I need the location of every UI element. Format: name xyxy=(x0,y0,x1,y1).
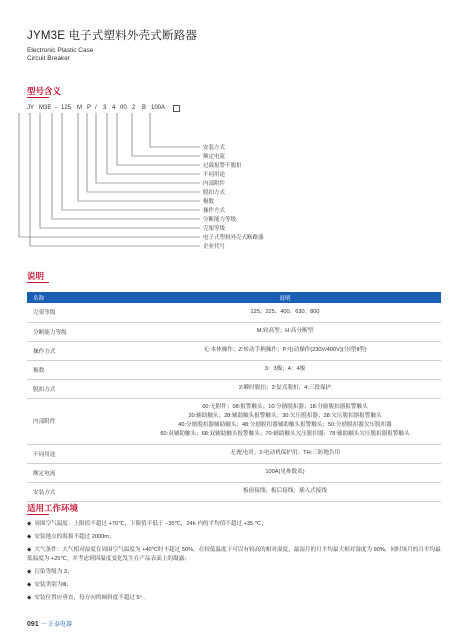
company-name: 一 正泰电器 xyxy=(40,622,73,628)
legend-breaking: 分断能力等级 xyxy=(203,217,237,223)
row-name: 额定电流 xyxy=(27,463,129,482)
bullet-diamond-icon: ◆ xyxy=(27,569,32,575)
model-token-frame: 125 xyxy=(61,105,72,111)
section-underline xyxy=(27,514,49,515)
row-desc: 100A(见参数表) xyxy=(129,463,441,482)
env-item xyxy=(27,568,445,577)
legend-accessory: 内部附件 xyxy=(203,181,226,187)
table-row xyxy=(27,360,441,379)
model-token-dash: - xyxy=(55,105,57,111)
table-row xyxy=(27,379,441,398)
bullet-diamond-icon: ◆ xyxy=(27,534,32,540)
env-item-text: 安装位置应垂直，每方向的倾斜度不超过 5° 。 xyxy=(34,595,150,601)
row-name: 脱扣方式 xyxy=(27,379,129,398)
model-token-poles: 3 xyxy=(103,105,107,111)
row-desc: 2:瞬时脱扣；3:复式脱扣；4:三段保护 xyxy=(129,379,441,398)
bullet-diamond-icon: ◆ xyxy=(27,521,32,527)
env-item xyxy=(27,594,445,603)
bullet-diamond-icon: ◆ xyxy=(27,595,32,601)
bullet-diamond-icon: ◆ xyxy=(27,582,32,588)
env-item-text: 安装类别为Ⅲ； xyxy=(34,582,72,588)
model-token-alarm: B xyxy=(142,105,147,111)
model-token-current: 100A xyxy=(151,105,166,111)
bullet-diamond-icon: ◆ xyxy=(27,547,32,553)
legend-rated-current: 额定电流 xyxy=(203,154,226,160)
row-desc: 125、225、400、630、800 xyxy=(129,303,441,322)
row-name: 安装方式 xyxy=(27,482,129,501)
legend-trip: 脱扣方式 xyxy=(203,190,226,196)
env-item-text: 大气条件：大气相对湿度在周围空气温度为 +40℃时不超过 50%，在较低温度下可以有较高的相对湿度，最湿月的月平均最大相对湿度为 90%，同时该月的月平均最低温度为 +25℃，并考虑到因温度变化发生在产品表面上的凝露； xyxy=(27,547,441,562)
page-number: 091 xyxy=(27,621,39,628)
accessory-line: 60:双辅助触头；68:双辅助触头报警触头；70:辅助触头欠压脱扣器；78:辅助触头欠压脱扣器报警触头 xyxy=(160,431,410,437)
page-title: JYM3E 电子式塑料外壳式断路器 xyxy=(27,30,198,42)
section-underline xyxy=(27,282,49,283)
legend-alarm: 过载报警不脱扣 xyxy=(203,163,242,169)
accessory-line: 00:无附件；08:报警触头；10:分励脱扣器；18:分励脱扣器报警触头 xyxy=(202,404,368,410)
env-item xyxy=(27,520,445,529)
accessory-line: 20:辅助触头；28:辅助触头报警触头；30:欠压脱扣器；38:欠压脱扣器报警触头 xyxy=(188,413,382,419)
table-row xyxy=(27,341,441,360)
col-header-name: 名称 xyxy=(27,292,129,303)
legend-enterprise: 企业代号 xyxy=(203,244,226,250)
model-token-jy: JY xyxy=(27,105,35,111)
row-desc: 3：3极；4：4极 xyxy=(129,360,441,379)
env-item-text: 污染等级为 3； xyxy=(34,569,73,575)
english-subtitle-1: Electronic Plastic Case xyxy=(27,47,94,54)
model-token-series: M3E xyxy=(39,105,52,111)
model-token-operation: P xyxy=(87,105,92,111)
table-row xyxy=(27,322,441,341)
row-name: 极数 xyxy=(27,360,129,379)
spec-table xyxy=(27,292,441,502)
legend-operation: 操作方式 xyxy=(203,208,226,214)
model-token-slash: / xyxy=(95,105,97,111)
legend-install: 安装方式 xyxy=(203,145,226,151)
accessory-line: 40:分励脱扣器辅助触头；48:分励脱扣器辅助触头报警触头；50:分励脱扣器欠压脱扣器 xyxy=(178,422,392,428)
page-footer xyxy=(27,619,72,628)
row-name: 壳架等级 xyxy=(27,303,129,322)
row-desc-multiline xyxy=(129,398,441,444)
row-name: 不同用途 xyxy=(27,444,129,463)
env-item xyxy=(27,581,445,590)
table-row xyxy=(27,482,441,501)
env-item xyxy=(27,546,445,563)
model-token-breaking: M xyxy=(77,105,82,111)
env-section-heading: 适用工作环境 xyxy=(27,503,79,513)
table-row xyxy=(27,398,441,444)
row-desc: 板前接线；板后接线；插入式接线 xyxy=(129,482,441,501)
model-tree-lines xyxy=(0,0,468,270)
table-section-heading: 说明 xyxy=(27,271,45,281)
legend-frame: 壳架等级 xyxy=(203,226,226,232)
row-desc: 无:配电用；2:电动机保护用；TH:三防地告用 xyxy=(129,444,441,463)
col-header-desc: 说明 xyxy=(129,292,441,303)
legend-usage: 不同用途 xyxy=(203,172,226,178)
row-desc: 无:本体操作；Z:转动手柄操作；P:电动操作(230V/400V)(分Ⅰ型Ⅱ型) xyxy=(129,341,441,360)
table-row xyxy=(27,444,441,463)
model-token-trip: 4 xyxy=(112,105,116,111)
env-item-text: 安装地点的海拔不超过 2000m； xyxy=(34,534,115,540)
row-name: 内部附件 xyxy=(27,398,129,444)
model-token-usage: 2 xyxy=(132,105,136,111)
table-header-row xyxy=(27,292,441,303)
row-desc: M:较高型；H:高分断型 xyxy=(129,322,441,341)
env-item-text: 周围空气温度：上限值不超过 +70℃，下限值不低于 −35℃，24h 内的平均值不超过 +35 ℃； xyxy=(34,521,267,527)
table-row xyxy=(27,303,441,322)
model-token-accessory: 00 xyxy=(120,105,127,111)
env-item xyxy=(27,533,445,542)
row-name: 分断能力等级 xyxy=(27,322,129,341)
row-name: 操作方式 xyxy=(27,341,129,360)
legend-poles: 极数 xyxy=(203,199,215,205)
english-subtitle-2: Circuit Breaker xyxy=(27,55,70,62)
table-row xyxy=(27,463,441,482)
model-section-heading: 型号含义 xyxy=(27,86,62,96)
legend-product: 电子式塑料外壳式断路器 xyxy=(203,235,264,241)
